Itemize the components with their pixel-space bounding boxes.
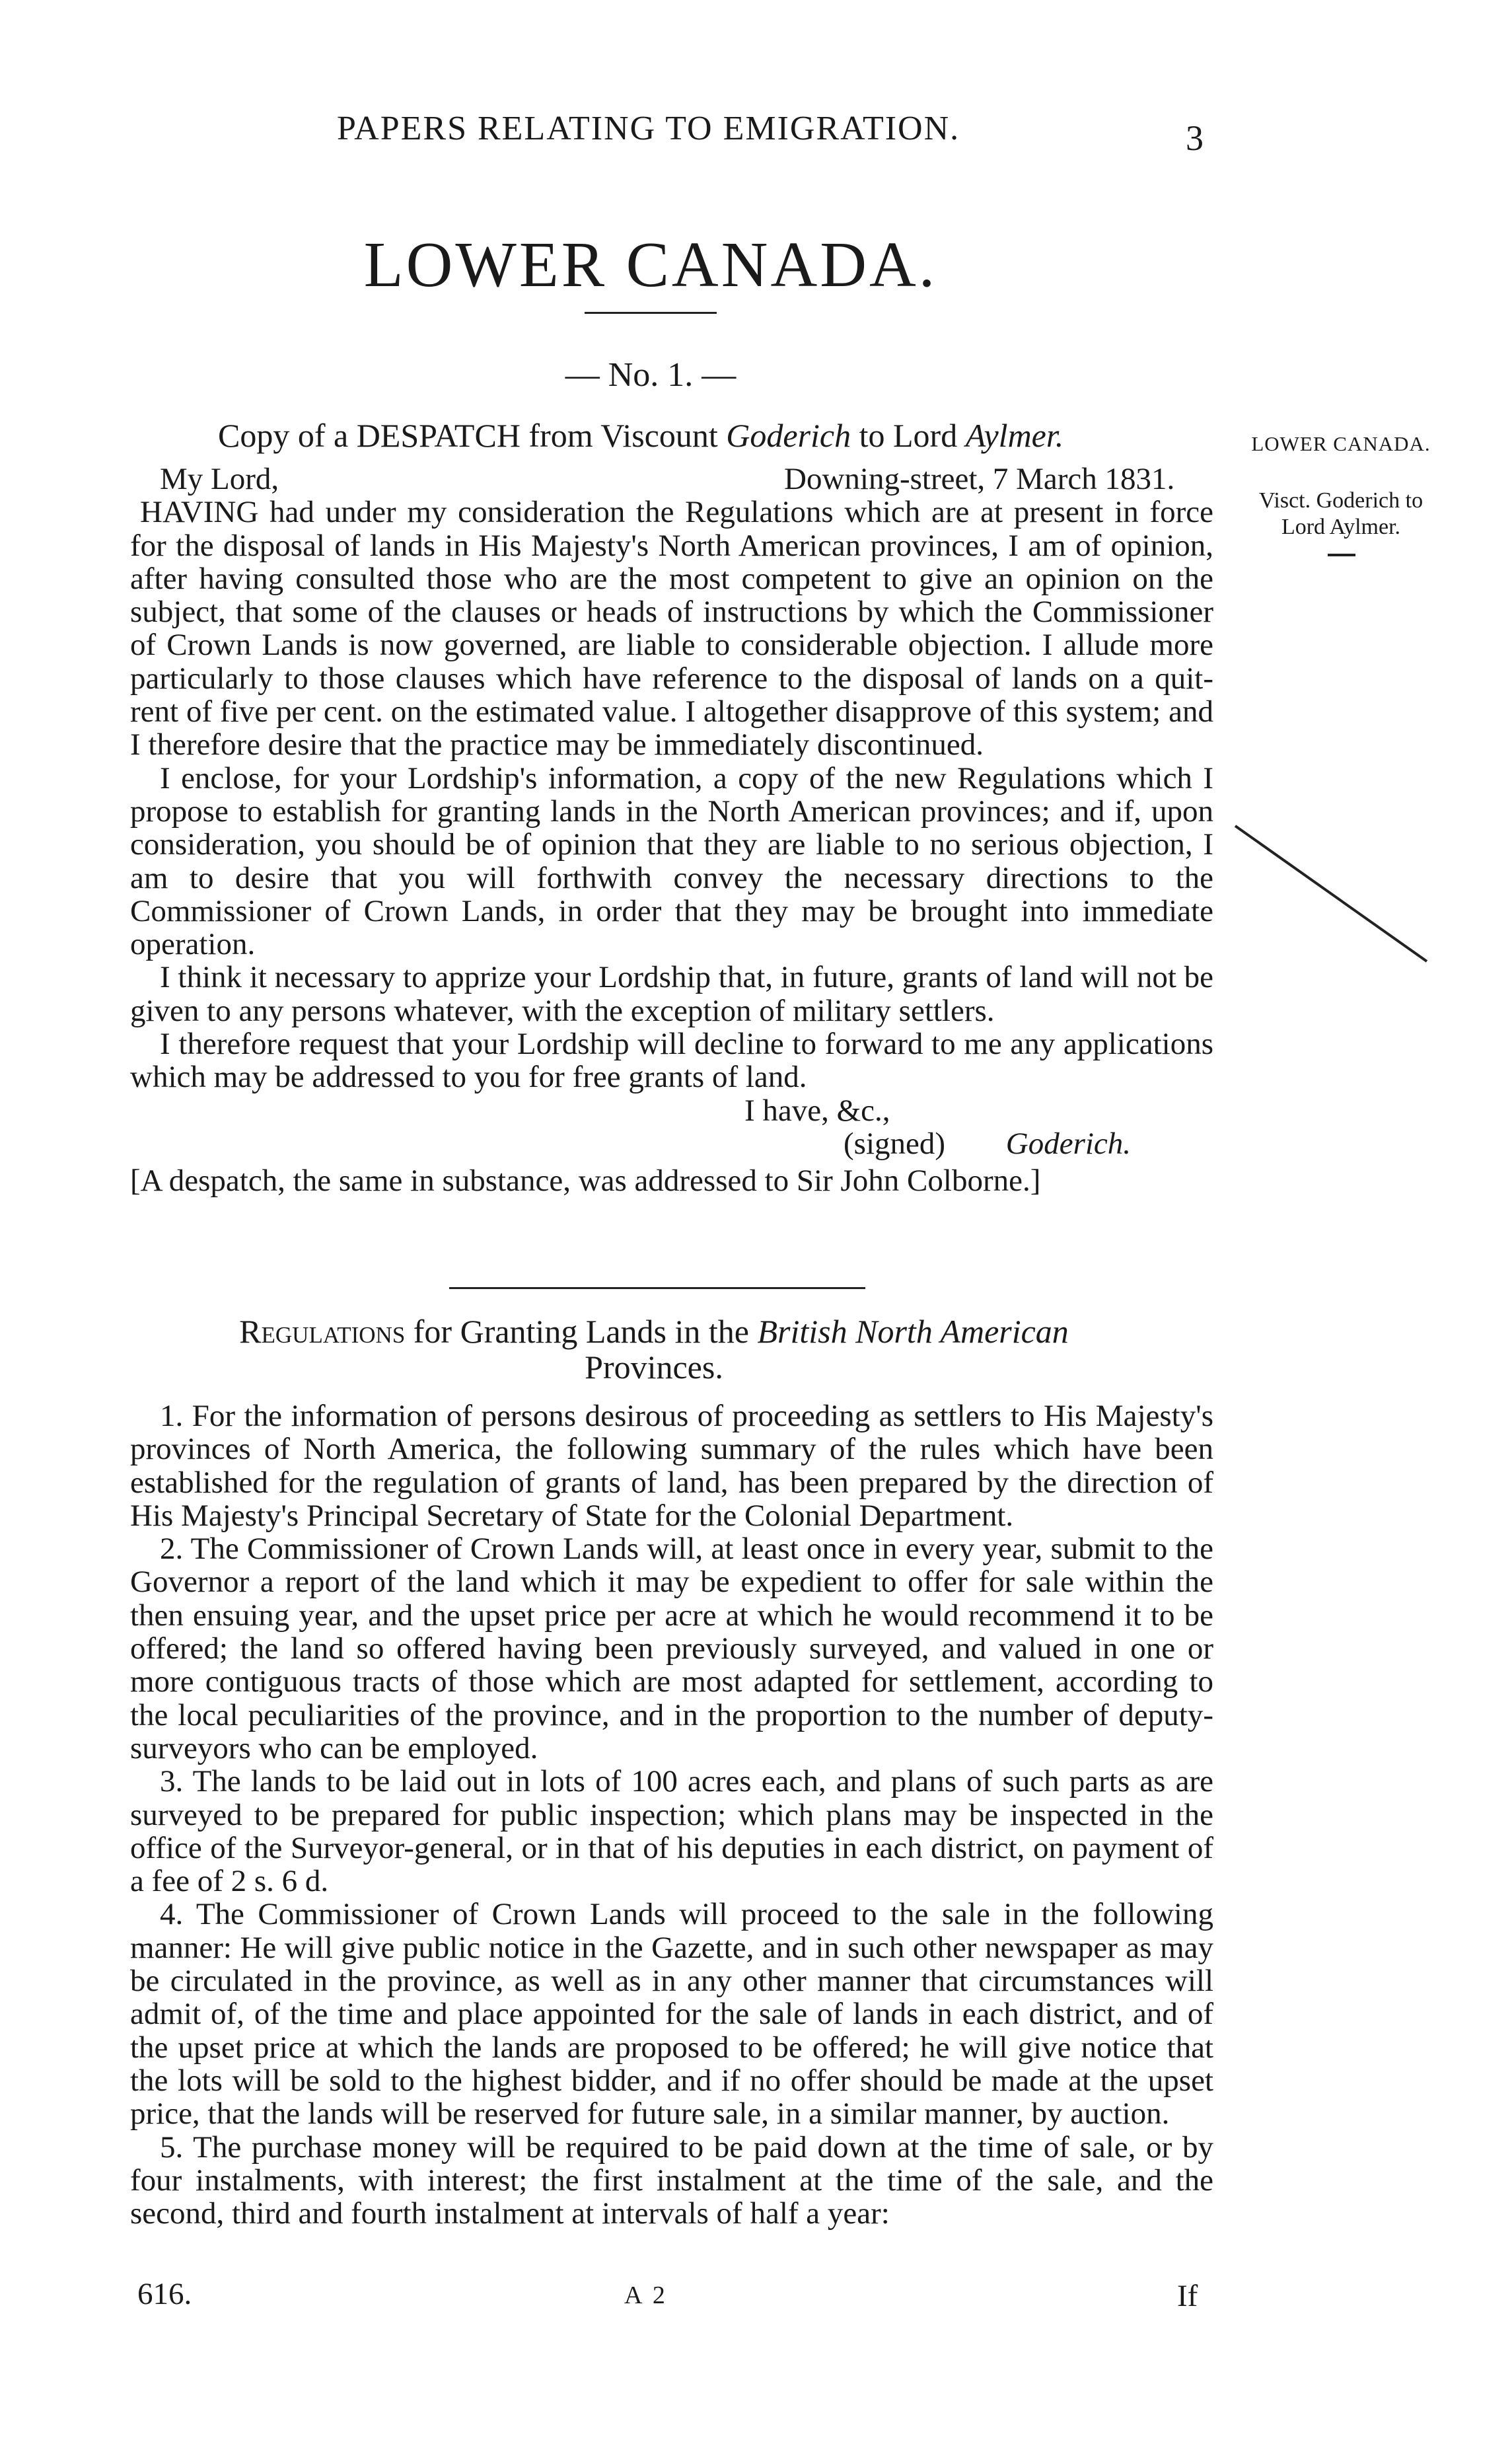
regulation-item-2: 2. The Commissioner of Crown Lands will, at least once in every year, submit to the Governor a report of the land which it may be expedient to offer for sale within the then ensuing year, and the upset price per acre at which he would recommend it to be offered; the land so offered having been previously surveyed, and valued in one or more contiguous tracts of those which are most adapted for settlement, according to the local peculiarities of the province, and in the proportion to the number of deputy-surveyors who can be employed. [130, 1532, 1213, 1765]
despatch-to-name: Aylmer. [965, 417, 1064, 454]
despatch-heading-mid: to Lord [851, 417, 966, 454]
signed-label: (signed) [844, 1126, 946, 1161]
page-title: LOWER CANADA. [363, 229, 938, 301]
regulation-item-3: 3. The lands to be laid out in lots of 100 acres each, and plans of such parts as are surveyed to be prepared for public inspection; which plans may be inspected in the office of the Surveyor-general, or in that of his deputies in each district, on payment of a fee of 2 s. 6 d. [130, 1764, 1213, 1899]
despatch-paragraph-3: I think it necessary to apprize your Lordship that, in future, grants of land will not be given to any persons whatever, with the exception of military settlers. [130, 960, 1213, 1028]
regulations-heading-line1 [159, 1314, 1149, 1349]
margin-dash [1328, 554, 1355, 556]
despatch-from-name: Goderich [726, 417, 851, 454]
enclosure-bracket-line [1229, 819, 1440, 971]
despatch-heading [218, 416, 1063, 455]
signature: Goderich. [1005, 1126, 1132, 1161]
regulations-heading-word: Regulations [239, 1313, 406, 1350]
despatch-heading-text: Copy of a DESPATCH from Viscount [218, 417, 727, 454]
page-number: 3 [1186, 118, 1204, 158]
regulation-item-5: 5. The purchase money will be required to be paid down at the time of sale, or by four instalments, with interest; the first instalment at the time of the sale, and the second, third and fourth instalment at intervals of half a year: [130, 2130, 1213, 2231]
section-separator [449, 1287, 865, 1289]
footer-number: 616. [137, 2277, 192, 2311]
signature-line [130, 1127, 1213, 1160]
footer-signature-mark: A 2 [624, 2281, 668, 2309]
despatch-paragraph-1: HAVING had under my consideration the Regulations which are at present in force for the disposal of lands in His Majesty's North American provinces, I am of opinion, after having consulted those who are the most competent to give an opinion on the subject, that some of the clauses or heads of instructions by which the Commissioner of Crown Lands is now governed, are liable to considerable objection. I allude more particularly to those clauses which have reference to the disposal of lands on a quit-rent of five per cent. on the estimated value. I altogether disapprove of this system; and I therefore desire that the practice may be immediately discontinued. [130, 495, 1213, 762]
document-number: — No. 1. — [565, 356, 737, 394]
margin-from-to [1235, 488, 1447, 540]
regulations-heading-line2: Provinces. [585, 1349, 723, 1386]
regulations-heading-italic: British North American [757, 1313, 1069, 1350]
footer-catchword: If [1177, 2279, 1198, 2313]
despatch-note: [A despatch, the same in substance, was addressed to Sir John Colborne.] [130, 1164, 1041, 1199]
margin-from-to-line1: Visct. Goderich to [1258, 488, 1423, 513]
margin-province-text: LOWER CANADA. [1251, 432, 1431, 455]
despatch-paragraph-2: I enclose, for your Lordship's information, a copy of the new Regulations which I propose to establish for granting lands in the North American provinces; and if, upon consideration, you should be of opinion that they are liable to no serious objection, I am to desire that you will forthwith convey the necessary directions to the Commissioner of Crown Lands, in order that they may be brought into immediate operation. [130, 760, 1213, 962]
despatch-paragraph-4: I therefore request that your Lordship will decline to forward to me any applications which may be addressed to you for free grants of land. [130, 1027, 1213, 1095]
closing: I have, &c., [744, 1093, 890, 1128]
regulations-heading [159, 1314, 1149, 1385]
salutation: My Lord, [160, 462, 279, 496]
regulations-heading-rest: for Granting Lands in the [405, 1313, 758, 1350]
regulation-item-1: 1. For the information of persons desirous of proceeding as settlers to His Majesty's provinces of North America, the following summary of the rules which have been established for the regulation of grants of land, has been prepared by the direction of His Majesty's Principal Secretary of State for the Colonial Department. [130, 1399, 1213, 1533]
margin-province [1235, 431, 1447, 457]
title-rule [585, 312, 717, 314]
salutation-line [130, 463, 1213, 496]
place-date: Downing-street, 7 March 1831. [784, 462, 1175, 496]
regulation-item-4: 4. The Commissioner of Crown Lands will proceed to the sale in the following manner: He will give public notice in the Gazette, and in such other newspaper as may be circulated in the province, as well as in any other manner that circumstances will admit of, of the time and place appointed for the sale of lands in each district, and of the upset price at which the lands are proposed to be offered; he will give notice that the lots will be sold to the highest bidder, and if no offer should be made at the upset price, that the lands will be reserved for future sale, in a similar manner, by auction. [130, 1897, 1213, 2132]
margin-from-to-line2: Lord Aylmer. [1281, 515, 1401, 539]
despatch-body [130, 463, 1213, 1198]
running-title: PAPERS RELATING TO EMIGRATION. [337, 110, 960, 147]
regulations-body [130, 1399, 1213, 2230]
